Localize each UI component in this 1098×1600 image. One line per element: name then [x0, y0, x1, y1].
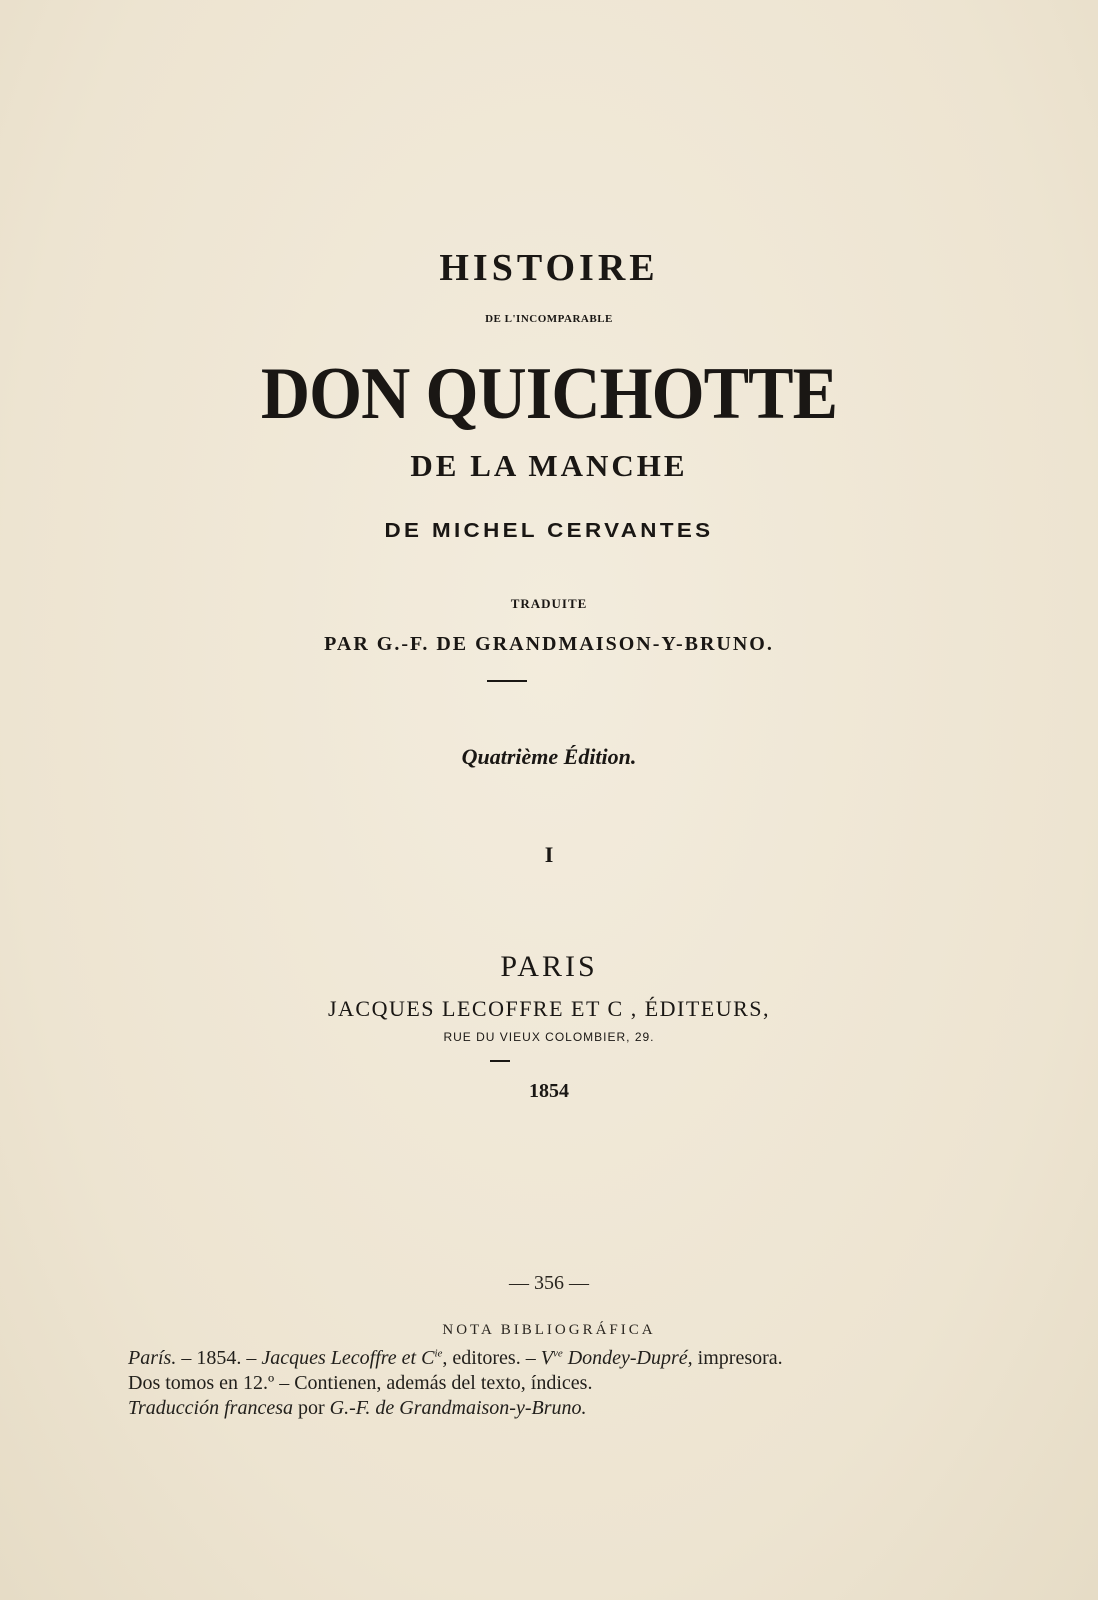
- title-histoire: HISTOIRE: [439, 247, 659, 289]
- nota-year: – 1854. –: [176, 1347, 262, 1369]
- divider-rule: [487, 680, 527, 682]
- nota-printer-sup: ve: [552, 1347, 563, 1360]
- title-de-la-manche: DE LA MANCHE: [410, 448, 688, 483]
- nota-heading: NOTA BIBLIOGRÁFICA: [442, 1322, 656, 1338]
- subtitle-incomparable: DE L'INCOMPARABLE: [485, 313, 613, 325]
- nota-printer: Dondey-Dupré,: [562, 1347, 693, 1369]
- nota-por: por: [293, 1397, 330, 1419]
- imprint-address: RUE DU VIEUX COLOMBIER, 29.: [443, 1030, 655, 1044]
- nota-publisher: Jacques Lecoffre et C: [261, 1347, 435, 1369]
- nota-printer-prefix: V: [540, 1347, 553, 1369]
- page-number: — 356 —: [509, 1272, 589, 1294]
- nota-line-1: [128, 1347, 783, 1370]
- imprint-year: 1854: [529, 1080, 569, 1102]
- translator-line: PAR G.-F. DE GRANDMAISON-Y-BRUNO.: [324, 633, 774, 655]
- small-divider-rule: [490, 1060, 510, 1062]
- nota-editores: , editores. –: [442, 1347, 541, 1369]
- nota-publisher-sup: ie: [434, 1347, 443, 1360]
- nota-line-2: Dos tomos en 12.º – Contienen, además del texto, índices.: [128, 1372, 593, 1394]
- volume-number: I: [544, 842, 554, 867]
- nota-translator: G.-F. de Grandmaison-y-Bruno.: [329, 1397, 587, 1419]
- nota-impresora: impresora.: [692, 1347, 783, 1369]
- nota-city: París.: [128, 1347, 177, 1369]
- edition-line: Quatrième Édition.: [461, 744, 637, 769]
- nota-translation-label: Traducción francesa: [128, 1397, 293, 1419]
- imprint-city: PARIS: [500, 950, 598, 983]
- author-line: DE MICHEL CERVANTES: [384, 520, 714, 542]
- imprint-publisher: JACQUES LECOFFRE ET C , ÉDITEURS,: [327, 996, 771, 1021]
- nota-line-3: [128, 1397, 587, 1420]
- traduite-label: TRADUITE: [510, 596, 588, 611]
- title-don-quichotte: DON QUICHOTTE: [260, 353, 838, 435]
